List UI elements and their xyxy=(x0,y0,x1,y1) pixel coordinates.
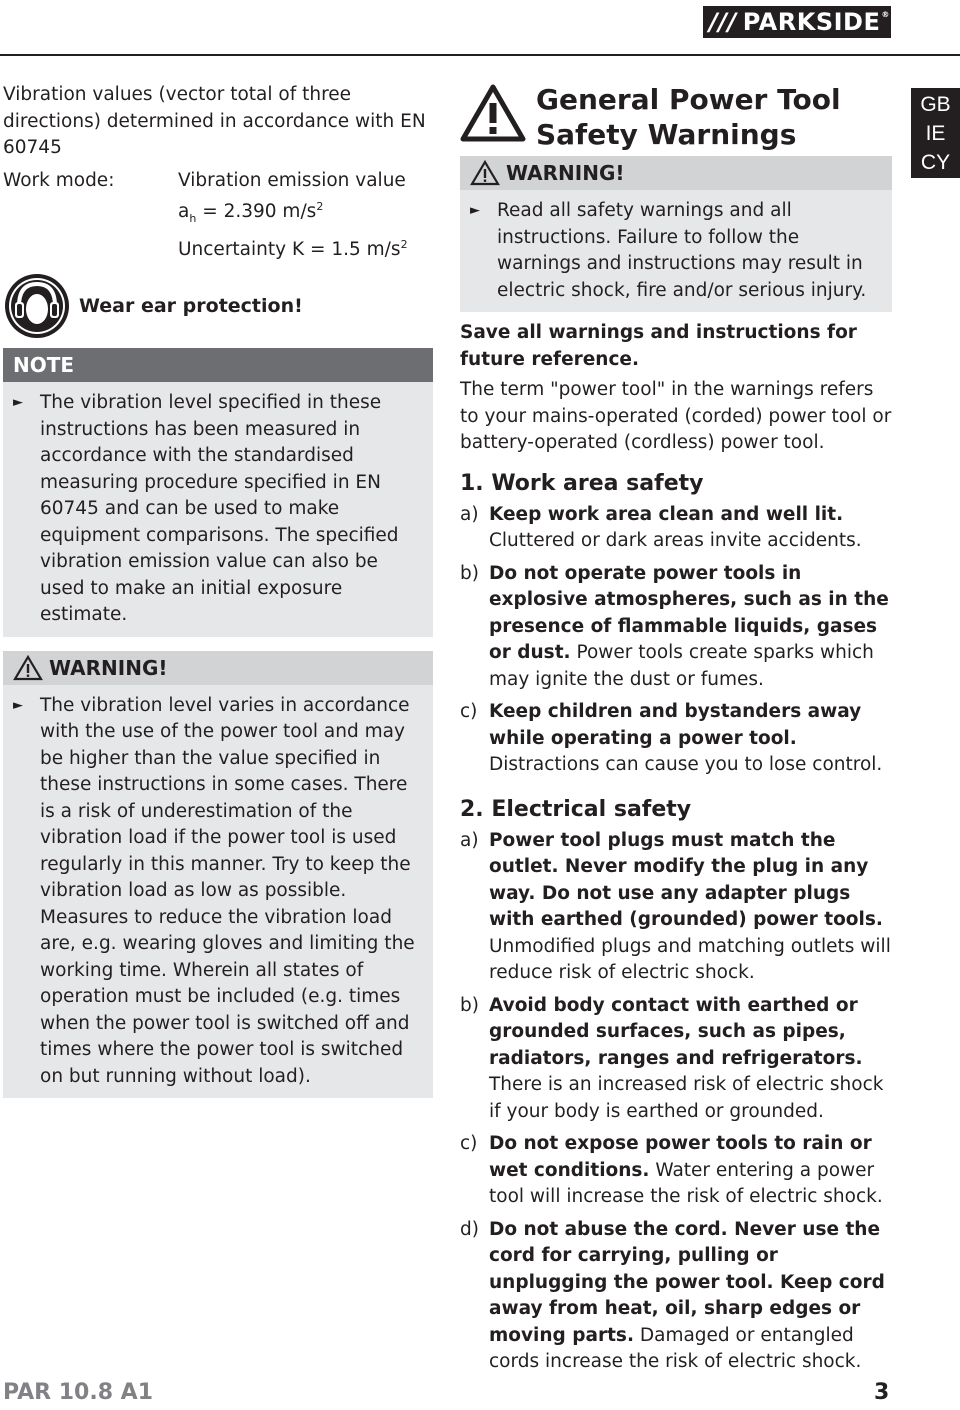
left-column xyxy=(3,82,433,1098)
list-item xyxy=(460,502,892,555)
warning-triangle-icon xyxy=(13,655,43,681)
lang-cy: CY xyxy=(920,151,951,174)
right-warning-box xyxy=(460,156,892,312)
item-bold: Do not abuse the cord. Never use the cord for carrying, pulling or unplugging the power tool. Keep cord away from heat, oil, sharp edges or moving parts. xyxy=(489,1218,885,1346)
item-text: There is an increased risk of electric shock if your body is earthed or grounded. xyxy=(489,1074,884,1122)
ear-protection-row xyxy=(3,272,433,340)
item-label: a) xyxy=(460,503,479,525)
left-warning-heading xyxy=(3,651,433,685)
bullet-arrow-icon: ► xyxy=(13,395,23,410)
left-warning-text: The vibration level varies in accordance with the use of the power tool and may be higher than the value specified in these instructions in some cases. There is a risk of underestimation of the vibration load if the power tool is used regularly in this manner. Try to keep the vibration load as low as possible. Measures to reduce the vibration load are, e.g. wearing gloves and limiting the working time. Wherein all states of operation must be included (e.g. times when the power tool is switched off and times where the power tool is switched on but running without load). xyxy=(40,694,415,1087)
item-text: Unmodified plugs and matching outlets will reduce risk of electric shock. xyxy=(489,935,891,983)
item-label: b) xyxy=(460,562,479,584)
logo-slashes: /// xyxy=(709,8,737,36)
work-mode-label: Work mode: xyxy=(3,169,115,191)
item-text: Distractions can cause you to lose control. xyxy=(489,754,883,775)
item-text: Power tools create sparks which may ignite the dust or fumes. xyxy=(489,642,874,690)
bullet-arrow-icon: ► xyxy=(13,697,23,713)
right-warning-text: Read all safety warnings and all instructions. Failure to follow the warnings and instructions may result in electric shock, fire and/or serious injury. xyxy=(497,200,867,301)
section-1-heading: 1. Work area safety xyxy=(460,470,704,496)
item-text: Cluttered or dark areas invite accidents. xyxy=(489,530,862,551)
title-line-1: General Power Tool xyxy=(536,83,841,116)
item-bold: Keep children and bystanders away while operating a power tool. xyxy=(489,701,862,749)
emission-label: Vibration emission value xyxy=(178,169,406,191)
item-bold: Do not operate power tools in explosive atmospheres, such as in the presence of flammable liquids, gases or dust. xyxy=(489,562,889,663)
note-bullet xyxy=(3,382,433,637)
ah-symbol: a xyxy=(178,201,190,223)
item-bold: Power tool plugs must match the outlet. Never modify the plug in any way. Do not use any adapter plugs with earthed (grounded) power tools. xyxy=(489,829,883,930)
ah-value: = 2.390 m/s xyxy=(196,201,317,223)
ah-unit-exponent: 2 xyxy=(316,200,324,213)
right-warning-label: WARNING! xyxy=(506,161,625,185)
list-item xyxy=(460,828,892,987)
section-2-heading: 2. Electrical safety xyxy=(460,796,692,822)
section-title xyxy=(536,82,841,152)
section-1-list xyxy=(460,502,892,779)
item-label: a) xyxy=(460,829,479,851)
model-number: PAR 10.8 A1 xyxy=(3,1380,154,1405)
note-heading: NOTE xyxy=(3,348,433,382)
uncertainty-line xyxy=(178,232,408,264)
right-column xyxy=(460,82,892,1376)
section-2-list xyxy=(460,828,892,1376)
uncertainty-value: Uncertainty K = 1.5 m/s xyxy=(178,239,401,261)
language-tab xyxy=(911,88,960,178)
right-warning-bullet xyxy=(460,190,892,312)
vibration-intro: Vibration values (vector total of three directions) determined in accordance with EN 60745 xyxy=(3,84,426,158)
list-item xyxy=(460,699,892,779)
ear-protection-label: Wear ear protection! xyxy=(79,295,303,317)
lang-gb: GB xyxy=(920,93,951,116)
page-number: 3 xyxy=(874,1380,890,1405)
left-warning-label: WARNING! xyxy=(49,655,168,680)
note-box xyxy=(3,348,433,637)
logo-text: PARKSIDE xyxy=(742,8,881,36)
item-label: b) xyxy=(460,994,479,1016)
item-label: d) xyxy=(460,1218,479,1240)
ear-protection-icon xyxy=(3,272,71,340)
list-item xyxy=(460,561,892,694)
warning-triangle-icon xyxy=(470,160,500,186)
uncertainty-unit-exponent: 2 xyxy=(400,238,408,252)
lang-ie: IE xyxy=(925,122,946,145)
item-text: Water entering a power tool will increase the risk of electric shock. xyxy=(489,1159,883,1207)
list-item xyxy=(460,993,892,1126)
item-bold: Keep work area clean and well lit. xyxy=(489,503,844,525)
section-title-block xyxy=(460,82,892,152)
bullet-arrow-icon: ► xyxy=(470,203,480,218)
title-line-2: Safety Warnings xyxy=(536,118,797,151)
header-rule xyxy=(0,54,960,56)
item-label: c) xyxy=(460,1133,478,1154)
item-label: c) xyxy=(460,701,478,722)
item-text: Damaged or entangled cords increase the risk of electric shock. xyxy=(489,1324,862,1372)
ah-value-line xyxy=(178,194,408,232)
item-bold: Avoid body contact with earthed or grounded surfaces, such as pipes, radiators, ranges and refrigerators. xyxy=(489,994,863,1069)
left-warning-box xyxy=(3,651,433,1099)
large-warning-triangle-icon xyxy=(460,84,526,142)
note-text: The vibration level specified in these instructions has been measured in accordance with the standardised measuring procedure specified in EN 60745 and can be used to make equipment comparisons. The specified vibration emission value can also be used to make an initial exposure estimate. xyxy=(40,392,399,625)
item-bold: Do not expose power tools to rain or wet conditions. xyxy=(489,1133,872,1181)
right-warning-heading xyxy=(460,156,892,190)
power-tool-term: The term "power tool" in the warnings refers to your mains-operated (corded) power tool or battery-operated (cordless) power tool. xyxy=(460,379,892,453)
vibration-values xyxy=(178,168,408,265)
ah-subscript: h xyxy=(189,211,197,225)
logo-registered-mark: ® xyxy=(881,10,890,19)
parkside-logo xyxy=(703,6,891,38)
save-instructions: Save all warnings and instructions for future reference. xyxy=(460,322,857,370)
left-warning-bullet xyxy=(3,685,433,1099)
list-item xyxy=(460,1131,892,1211)
vibration-table xyxy=(3,168,433,265)
list-item xyxy=(460,1217,892,1376)
